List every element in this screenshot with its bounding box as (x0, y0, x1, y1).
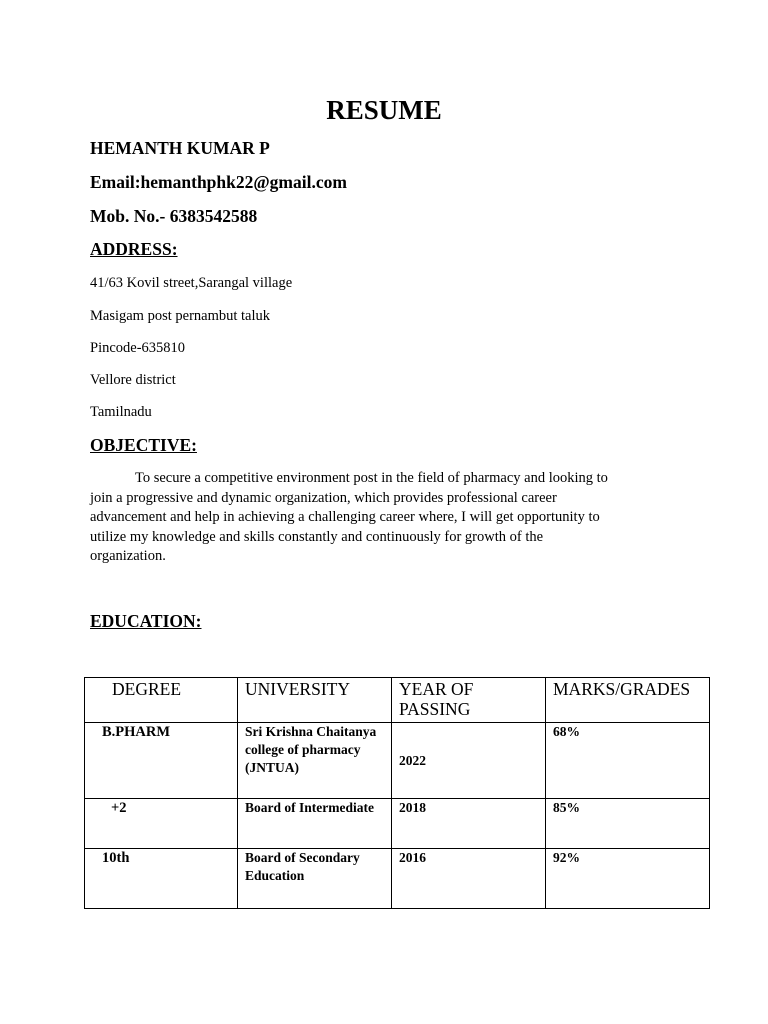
cell-year: 2018 (392, 799, 546, 849)
email-line: Email:hemanthphk22@gmail.com (90, 172, 347, 192)
table-row (85, 799, 710, 849)
cell-degree: +2 (85, 799, 238, 849)
cell-university: Sri Krishna Chaitanya college of pharmacy (JNTUA) (238, 723, 392, 799)
cell-degree: 10th (85, 849, 238, 909)
address-line: Masigam post pernambut taluk (90, 308, 271, 324)
cell-degree: B.PHARM (85, 723, 238, 799)
table-header-row (85, 678, 710, 723)
education-heading: EDUCATION: (90, 611, 202, 631)
address-line: Vellore district (90, 372, 176, 388)
cell-university: Board of Intermediate (238, 799, 392, 849)
table-row (85, 723, 710, 799)
objective-paragraph (90, 469, 680, 567)
resume-title: RESUME (326, 95, 442, 125)
address-line: Pincode-635810 (90, 340, 186, 356)
column-header-year: YEAR OF PASSING (392, 678, 546, 723)
objective-line: organization. (90, 548, 166, 565)
address-line: Tamilnadu (90, 404, 152, 420)
objective-line: utilize my knowledge and skills constantly and continuously for growth of the (90, 528, 544, 545)
education-table (84, 677, 710, 909)
column-header-degree: DEGREE (85, 678, 238, 723)
objective-heading: OBJECTIVE: (90, 435, 197, 455)
mobile-line: Mob. No.- 6383542588 (90, 206, 258, 226)
cell-year: 2022 (392, 723, 546, 799)
column-header-university: UNIVERSITY (238, 678, 392, 723)
cell-marks: 68% (546, 723, 710, 799)
column-header-marks: MARKS/GRADES (546, 678, 710, 723)
candidate-name: HEMANTH KUMAR P (90, 138, 270, 158)
cell-marks: 92% (546, 849, 710, 909)
objective-line: advancement and help in achieving a challenging career where, I will get opportunity to (90, 509, 600, 526)
table-row (85, 849, 710, 909)
cell-year: 2016 (392, 849, 546, 909)
cell-marks: 85% (546, 799, 710, 849)
objective-line: join a progressive and dynamic organization, which provides professional career (90, 489, 557, 506)
cell-university: Board of Secondary Education (238, 849, 392, 909)
address-line: 41/63 Kovil street,Sarangal village (90, 275, 293, 291)
objective-line: To secure a competitive environment post in the field of pharmacy and looking to (135, 470, 608, 486)
address-heading: ADDRESS: (90, 239, 178, 259)
